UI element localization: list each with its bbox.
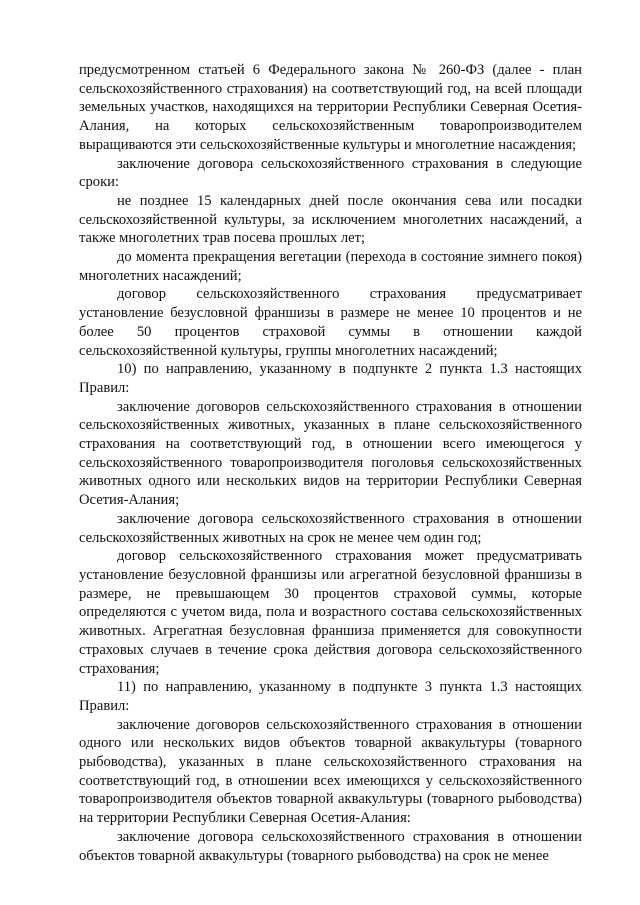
paragraph-livestock-contracts: заключение договоров сельскохозяйственного страхования в отношении сельскохозяйственных животных, указанных в плане сельскохозяйственного страхования на соответствующий год, в отношении всего имеющегося у сельскохозяйственного товаропроизводителя поголовья сельскохозяйственных животных одного или нескольких видов на территории Республики Северная Осетия-Алания; xyxy=(79,398,582,509)
paragraph-insurance-terms: заключение договора сельскохозяйственного страхования в следующие сроки: xyxy=(79,155,582,191)
paragraph-aquaculture-term: заключение договора сельскохозяйственного страхования в отношении объектов товарной аквакультуры (товарного рыбоводства) на срок не менее xyxy=(79,828,582,864)
paragraph-vegetation-deadline: до момента прекращения вегетации (перехода в состояние зимнего покоя) многолетних насаждений; xyxy=(79,249,582,284)
paragraph-item-11: 11) по направлению, указанному в подпункте 3 пункта 1.3 настоящих Правил: xyxy=(79,679,582,714)
paragraph-livestock-term: заключение договора сельскохозяйственного страхования в отношении сельскохозяйственных животных на срок не менее чем один год; xyxy=(79,510,582,546)
paragraph-crop-franchise: договор сельскохозяйственного страхования предусматривает установление безусловной франшизы в размере не менее 10 процентов и не более 50 процентов страховой суммы в отношении каждой сельскохозяйственной культуры, группы многолетних насаждений; xyxy=(79,286,582,359)
paragraph-livestock-franchise: договор сельскохозяйственного страхования может предусматривать установление безусловной франшизы или агрегатной безусловной франшизы в размере, не превышающем 30 процентов страховой суммы, которые определяются с учетом вида, пола и возрастного состава сельскохозяйственных животных. Агрегатная безусловная франшиза применяется для совокупности страховых случаев в течение срока действия договора сельскохозяйственного страхования; xyxy=(79,548,582,677)
paragraph-continuation: предусмотренном статьей 6 Федерального закона № 260-ФЗ (далее - план сельскохозяйственного страхования) на соответствующий год, на всей площади земельных участков, находящихся на территории Республики Северная Осетия-Алания, на которых сельскохозяйственным товаропроизводителем выращиваются эти сельскохозяйственные культуры и многолетние насаждения; xyxy=(79,62,582,153)
paragraph-sowing-deadline: не позднее 15 календарных дней после окончания сева или посадки сельскохозяйственной культуры, за исключением многолетних насаждений, а также многолетних трав посева прошлых лет; xyxy=(79,192,582,247)
paragraph-item-10: 10) по направлению, указанному в подпункте 2 пункта 1.3 настоящих Правил: xyxy=(79,361,582,396)
paragraph-aquaculture-contracts: заключение договоров сельскохозяйственного страхования в отношении одного или нескольких видов объектов товарной аквакультуры (товарного рыбоводства), указанных в плане сельскохозяйственного страхования на соответствующий год, в отношении всех имеющихся у сельскохозяйственного товаропроизводителя объектов товарной аквакультуры (товарного рыбоводства) на территории Республики Северная Осетия-Алания: xyxy=(79,716,582,827)
